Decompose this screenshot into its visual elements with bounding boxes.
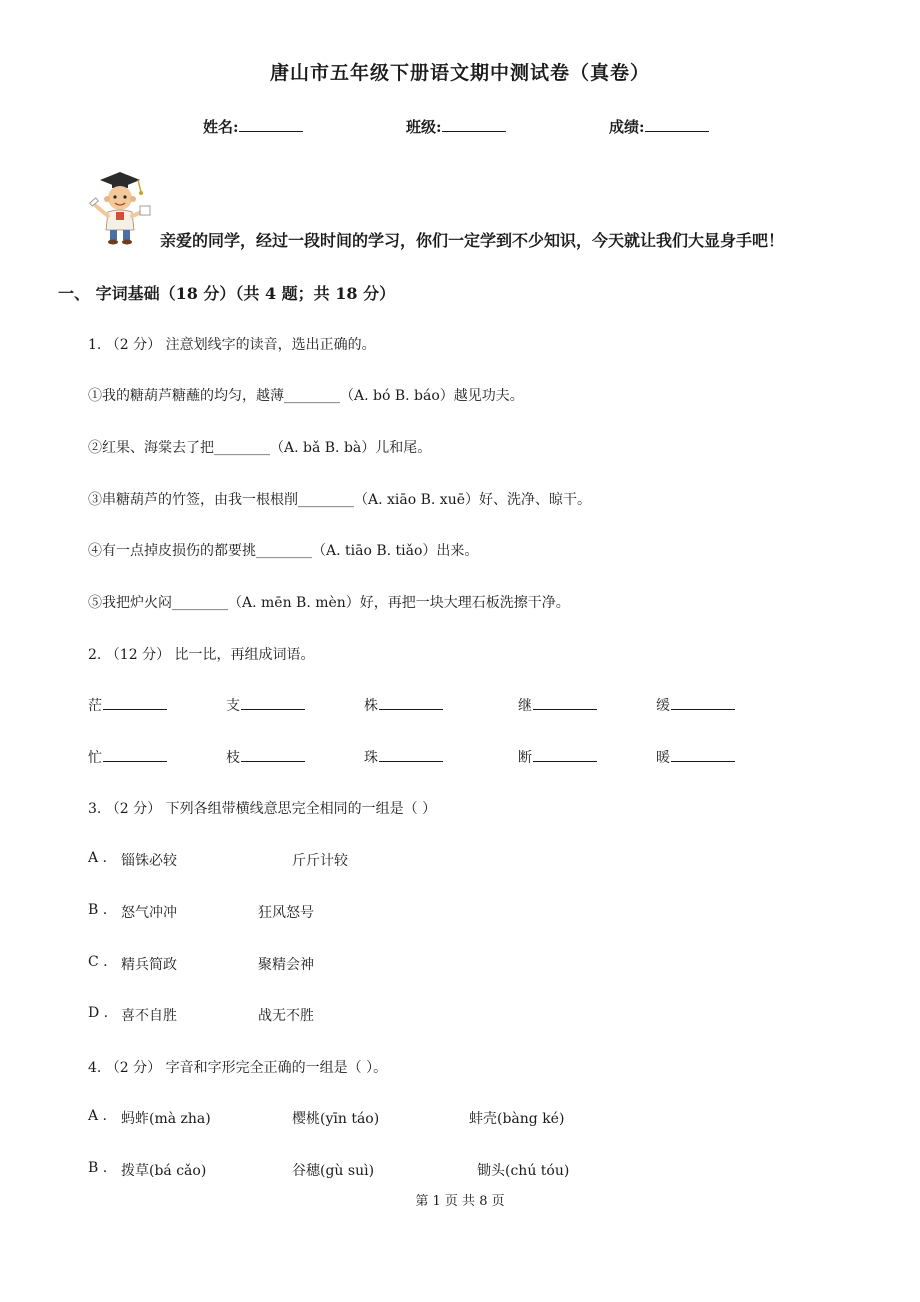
compare-char: 断	[518, 750, 532, 766]
class-label: 班级:	[406, 118, 442, 136]
option-label: C .	[88, 954, 108, 970]
compare-char: 茫	[88, 698, 102, 714]
option-text: 拨草(bá cǎo)	[121, 1163, 207, 1179]
question-4-stem: 4. （2 分） 字音和字形完全正确的一组是（ ）。	[88, 1060, 388, 1076]
question-3-stem: 3. （2 分） 下列各组带横线意思完全相同的一组是（ ）	[88, 801, 437, 817]
option-text: 蚌壳(bàng ké)	[469, 1111, 565, 1127]
option-text: 精兵简政	[121, 957, 177, 973]
compare-word-cell	[364, 747, 443, 767]
option-label: A .	[88, 850, 108, 866]
score-field	[609, 116, 709, 137]
student-mascot-icon	[86, 166, 152, 246]
compare-char: 缓	[656, 698, 670, 714]
question-1-stem: 1. （2 分） 注意划线字的读音，选出正确的。	[88, 337, 376, 353]
option-text: 斤斤计较	[292, 853, 348, 869]
option-label: D .	[88, 1005, 109, 1021]
option-text: 狂风怒号	[258, 905, 314, 921]
answer-blank	[533, 697, 597, 710]
name-field	[203, 116, 303, 137]
answer-blank	[671, 697, 735, 710]
option-text: 锱铢必较	[121, 853, 177, 869]
compare-char: 忙	[88, 750, 102, 766]
compare-word-cell	[364, 695, 443, 715]
answer-blank	[379, 697, 443, 710]
answer-blank	[241, 697, 305, 710]
option-text: 战无不胜	[258, 1008, 314, 1024]
option-text: 锄头(chú tóu)	[477, 1163, 570, 1179]
compare-char: 继	[518, 698, 532, 714]
score-blank	[645, 117, 709, 132]
compare-word-cell	[226, 695, 305, 715]
question-1-item: ⑤我把炉火闷________（A. mēn B. mèn）好，再把一块大理石板洗擦干净。	[88, 595, 570, 611]
question-1-item: ③串糖葫芦的竹签，由我一根根削________（A. xiāo B. xuē）好、洗净、晾干。	[88, 492, 591, 508]
answer-blank	[103, 697, 167, 710]
name-label: 姓名:	[203, 118, 239, 136]
greeting-text: 亲爱的同学，经过一段时间的学习，你们一定学到不少知识，今天就让我们大显身手吧！	[160, 231, 785, 250]
compare-char: 株	[364, 698, 378, 714]
compare-word-cell	[656, 695, 735, 715]
compare-word-cell	[518, 695, 597, 715]
compare-char: 珠	[364, 750, 378, 766]
compare-word-cell	[518, 747, 597, 767]
answer-blank	[379, 749, 443, 762]
compare-word-cell	[88, 695, 167, 715]
answer-blank	[671, 749, 735, 762]
option-text: 樱桃(yīn táo)	[292, 1111, 380, 1127]
option-label: B .	[88, 1160, 108, 1176]
page-number: 第 1 页 共 8 页	[415, 1194, 505, 1209]
option-text: 蚂蚱(mà zha)	[121, 1111, 211, 1127]
compare-word-cell	[656, 747, 735, 767]
section-heading: 一、 字词基础（18 分）（共 4 题；共 18 分）	[58, 284, 396, 303]
option-text: 喜不自胜	[121, 1008, 177, 1024]
compare-char: 暖	[656, 750, 670, 766]
option-label: B .	[88, 902, 108, 918]
class-field	[406, 116, 506, 137]
option-label: A .	[88, 1108, 108, 1124]
compare-char: 枝	[226, 750, 240, 766]
answer-blank	[241, 749, 305, 762]
option-text: 聚精会神	[258, 957, 314, 973]
option-text: 怒气冲冲	[121, 905, 177, 921]
option-text: 谷穗(gù suì)	[292, 1163, 375, 1179]
compare-char: 支	[226, 698, 240, 714]
name-blank	[239, 117, 303, 132]
class-blank	[442, 117, 506, 132]
page-title: 唐山市五年级下册语文期中测试卷（真卷）	[269, 62, 650, 84]
score-label: 成绩:	[609, 118, 645, 136]
question-1-item: ④有一点掉皮损伤的都要挑________（A. tiāo B. tiǎo）出来。	[88, 543, 479, 559]
question-2-stem: 2. （12 分） 比一比，再组成词语。	[88, 647, 315, 663]
question-1-item: ①我的糖葫芦糖蘸的均匀，越薄________（A. bó B. báo）越见功夫。	[88, 388, 524, 404]
answer-blank	[533, 749, 597, 762]
compare-word-cell	[88, 747, 167, 767]
answer-blank	[103, 749, 167, 762]
question-1-item: ②红果、海棠去了把________（A. bǎ B. bà）儿和尾。	[88, 440, 432, 456]
compare-word-cell	[226, 747, 305, 767]
